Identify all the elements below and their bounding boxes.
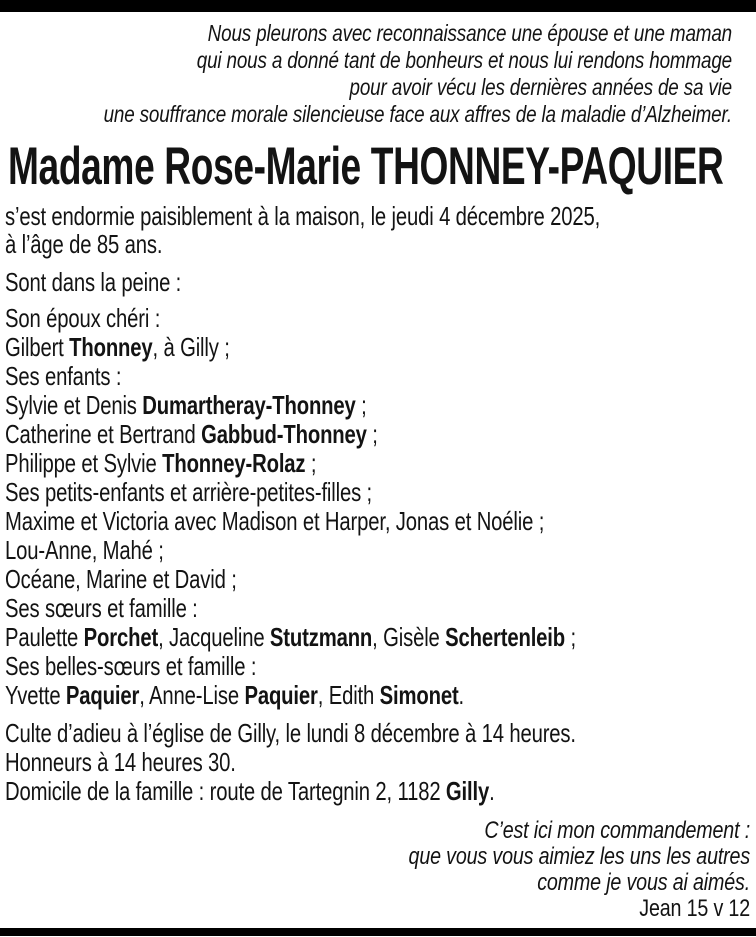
top-border-bar [0,0,756,12]
bottom-border-bar [0,928,756,936]
deceased-name-title: Madame Rose-Marie THONNEY-PAQUIER [8,137,724,196]
mourner-line: Ses sœurs et famille : [5,593,198,623]
ceremony-line: Culte d’adieu à l’église de Gilly, le lundi 8 décembre à 14 heures. [5,718,576,748]
mourner-line: Catherine et Bertrand Gabbud-Thonney ; [5,419,378,449]
closing-quote [12,818,750,922]
mourner-line: Son époux chéri : [5,303,161,333]
intro-line: s’est endormie paisiblement à la maison, le jeudi 4 décembre 2025, [5,201,601,231]
quote-line: que vous vous aimiez les uns les autres [408,843,750,870]
mourner-line: Sylvie et Denis Dumartheray-Thonney ; [5,390,367,420]
intro-line: à l’âge de 85 ans. [5,229,163,259]
mourner-line: Ses petits-enfants et arrière-petites-filles ; [5,477,373,507]
intro-text [5,202,600,258]
mourner-line: Ses enfants : [5,361,122,391]
ceremony-details [5,719,576,806]
ceremony-line: Honneurs à 14 heures 30. [5,747,236,777]
epigraph [0,20,732,128]
mourner-line: Ses belles-sœurs et famille : [5,651,257,681]
grief-heading-line: Sont dans la peine : [5,267,182,297]
mourner-line: Paulette Porchet, Jacqueline Stutzmann, Gisèle Schertenleib ; [5,622,576,652]
epigraph-line: qui nous a donné tant de bonheurs et nous lui rendons hommage [196,47,732,73]
mourner-line: Lou-Anne, Mahé ; [5,535,164,565]
mourner-line: Océane, Marine et David ; [5,564,237,594]
ceremony-line: Domicile de la famille : route de Tartegnin 2, 1182 Gilly. [5,776,495,806]
epigraph-line: pour avoir vécu les dernières années de sa vie [349,74,732,100]
epigraph-line: Nous pleurons avec reconnaissance une épouse et une maman [207,20,732,46]
quote-reference: Jean 15 v 12 [639,895,750,922]
mourner-line: Gilbert Thonney, à Gilly ; [5,332,230,362]
quote-line: comme je vous ai aimés. [537,869,750,896]
grief-heading [5,268,181,297]
quote-line: C’est ici mon commandement : [484,817,750,844]
mourners-list [5,304,576,710]
mourner-line: Philippe et Sylvie Thonney-Rolaz ; [5,448,317,478]
mourner-line: Yvette Paquier, Anne-Lise Paquier, Edith Simonet. [5,680,465,710]
mourner-line: Maxime et Victoria avec Madison et Harper, Jonas et Noélie ; [5,506,545,536]
epigraph-line: une souffrance morale silencieuse face aux affres de la maladie d’Alzheimer. [103,101,732,127]
